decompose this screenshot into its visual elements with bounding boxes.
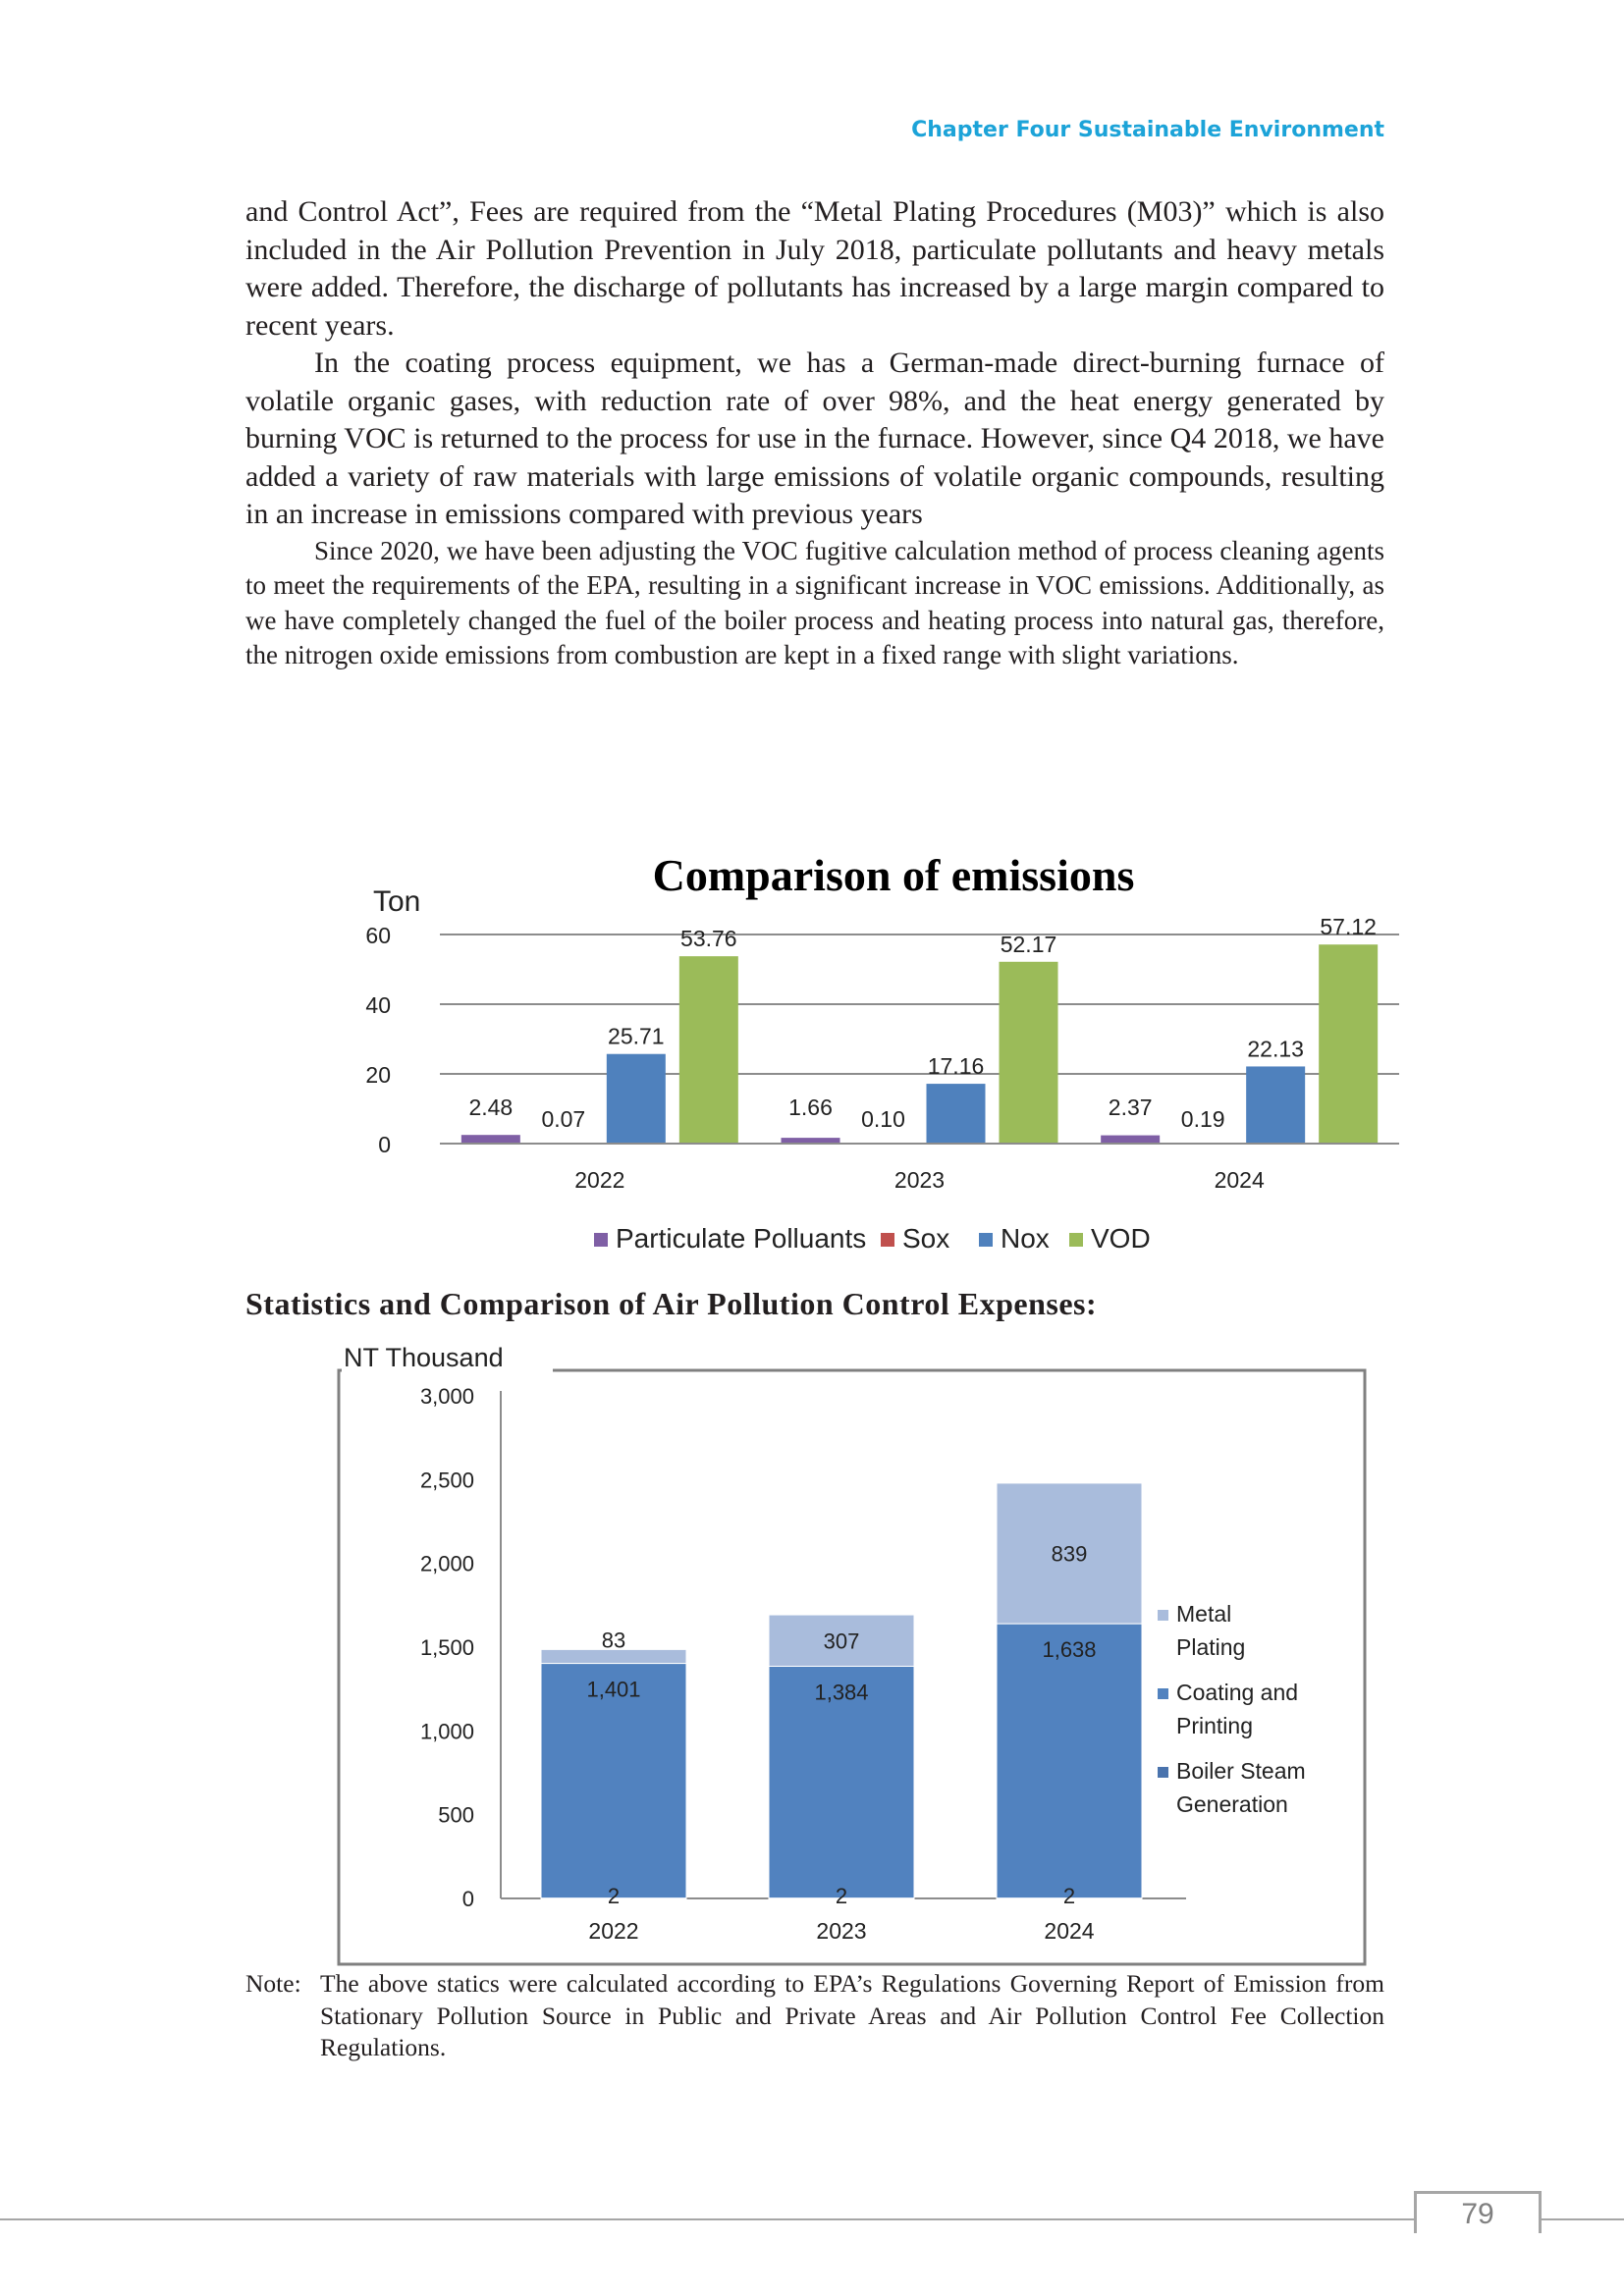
- bar: [461, 1135, 520, 1144]
- bar: [679, 956, 738, 1144]
- x-tick-label: 2023: [893, 1167, 946, 1193]
- legend-label: Sox: [902, 1223, 950, 1254]
- legend-label: Particulate Polluants: [616, 1223, 867, 1254]
- y-tick-label: 0: [461, 1887, 474, 1911]
- y-tick-label: 2,000: [419, 1551, 474, 1576]
- legend-label: Metal Plating: [1176, 1601, 1246, 1660]
- data-label: 83: [601, 1628, 626, 1653]
- emissions-chart-y-unit: Ton: [373, 885, 421, 918]
- legend-swatch: [881, 1233, 894, 1247]
- data-label: 2: [835, 1884, 848, 1908]
- bar: [1000, 962, 1058, 1144]
- y-tick-label: 40: [365, 992, 391, 1018]
- y-tick-label: 500: [438, 1802, 474, 1828]
- x-tick-label: 2022: [574, 1167, 625, 1193]
- footer-rule: [0, 2218, 1624, 2220]
- y-tick-label: 2,500: [419, 1468, 474, 1493]
- data-label: 2: [607, 1884, 621, 1908]
- data-label: 2.48: [468, 1095, 514, 1120]
- note-label: Note:: [245, 1969, 301, 1998]
- emissions-chart: [353, 839, 1414, 1261]
- note-text: The above statics were calculated according to EPA’s Regulations Governing Report of Emission from Stationary Pollution Source in Public and Private Areas and Air Pollution Control Fee Collection Regulations.: [320, 1969, 1384, 2061]
- body-text: [245, 193, 1384, 673]
- data-label: 52.17: [1000, 931, 1057, 957]
- bar: [607, 1054, 666, 1144]
- data-label: 1,638: [1042, 1637, 1097, 1663]
- data-label: 1,401: [586, 1677, 641, 1702]
- data-label: 0.07: [541, 1106, 586, 1132]
- paragraph-3: Since 2020, we have been adjusting the VOC fugitive calculation method of process cleaning agents to meet the requirements of the EPA, resulting in a significant increase in VOC emissions. Additionally, as we have completely changed the fuel of the boiler process and heating process into natural gas, therefore, the nitrogen oxide emissions from combustion are kept in a fixed range with slight variations.: [245, 535, 1384, 669]
- legend-swatch: [1158, 1610, 1168, 1621]
- data-label: 307: [823, 1629, 860, 1654]
- legend-label: Nox: [1001, 1223, 1050, 1254]
- data-label: 1.66: [788, 1095, 833, 1120]
- data-label: 1,384: [814, 1680, 869, 1705]
- section-heading: Statistics and Comparison of Air Pollution Control Expenses:: [245, 1286, 1098, 1321]
- legend-label: Boiler Steam Generation: [1176, 1758, 1306, 1817]
- expenses-chart-y-unit: NT Thousand: [344, 1347, 504, 1372]
- emissions-chart-title: Comparison of emissions: [652, 850, 1135, 900]
- bar: [1101, 1136, 1160, 1144]
- data-label: 839: [1051, 1541, 1088, 1567]
- chapter-title: Chapter Four Sustainable Environment: [911, 118, 1384, 142]
- bar: [927, 1084, 986, 1144]
- paragraph-1: and Control Act”, Fees are required from the “Metal Plating Procedures (M03)” which is also included in the Air Pollution Prevention in July 2018, particulate pollutants and heavy metals were added. Therefore, the discharge of pollutants has increased by a large margin compared to recent years.: [245, 195, 1384, 342]
- legend-swatch: [979, 1233, 993, 1247]
- y-tick-label: 3,000: [419, 1384, 474, 1409]
- data-label: 22.13: [1247, 1036, 1304, 1062]
- bar: [1319, 944, 1378, 1144]
- data-label: 2: [1062, 1884, 1076, 1908]
- legend-swatch: [1069, 1233, 1083, 1247]
- x-tick-label: 2024: [1214, 1167, 1265, 1193]
- x-tick-label: 2024: [1044, 1918, 1095, 1944]
- expenses-chart: [334, 1347, 1375, 1967]
- paragraph-2: In the coating process equipment, we has a German-made direct-burning furnace of volatile organic gases, with reduction rate of over 98%, and the heat energy generated by burning VOC is returned to the process for use in the furnace. However, since Q4 2018, we have added a variety of raw materials with large emissions of volatile organic compounds, resulting in an increase in emissions compared with previous years: [245, 347, 1384, 530]
- legend-label: VOD: [1091, 1223, 1151, 1254]
- bar: [1246, 1066, 1305, 1144]
- legend-swatch: [594, 1233, 608, 1247]
- y-tick-label: 20: [365, 1062, 391, 1088]
- y-tick-label: 0: [378, 1132, 391, 1157]
- note: [245, 1968, 1384, 2064]
- data-label: 0.10: [861, 1106, 905, 1132]
- page-number: 79: [1414, 2191, 1542, 2233]
- legend-swatch: [1158, 1767, 1168, 1778]
- data-label: 53.76: [680, 926, 737, 952]
- legend-swatch: [1158, 1688, 1168, 1699]
- data-label: 17.16: [927, 1053, 985, 1080]
- data-label: 2.37: [1108, 1095, 1153, 1120]
- y-tick-label: 1,500: [419, 1635, 474, 1660]
- y-tick-label: 1,000: [419, 1719, 474, 1744]
- x-tick-label: 2022: [588, 1918, 639, 1944]
- data-label: 57.12: [1320, 914, 1377, 940]
- y-tick-label: 60: [365, 923, 391, 948]
- data-label: 0.19: [1180, 1106, 1225, 1132]
- data-label: 25.71: [608, 1023, 665, 1049]
- legend-label: Coating and Printing: [1176, 1680, 1299, 1738]
- stacked-segment: [997, 1624, 1142, 1898]
- x-tick-label: 2023: [816, 1918, 867, 1944]
